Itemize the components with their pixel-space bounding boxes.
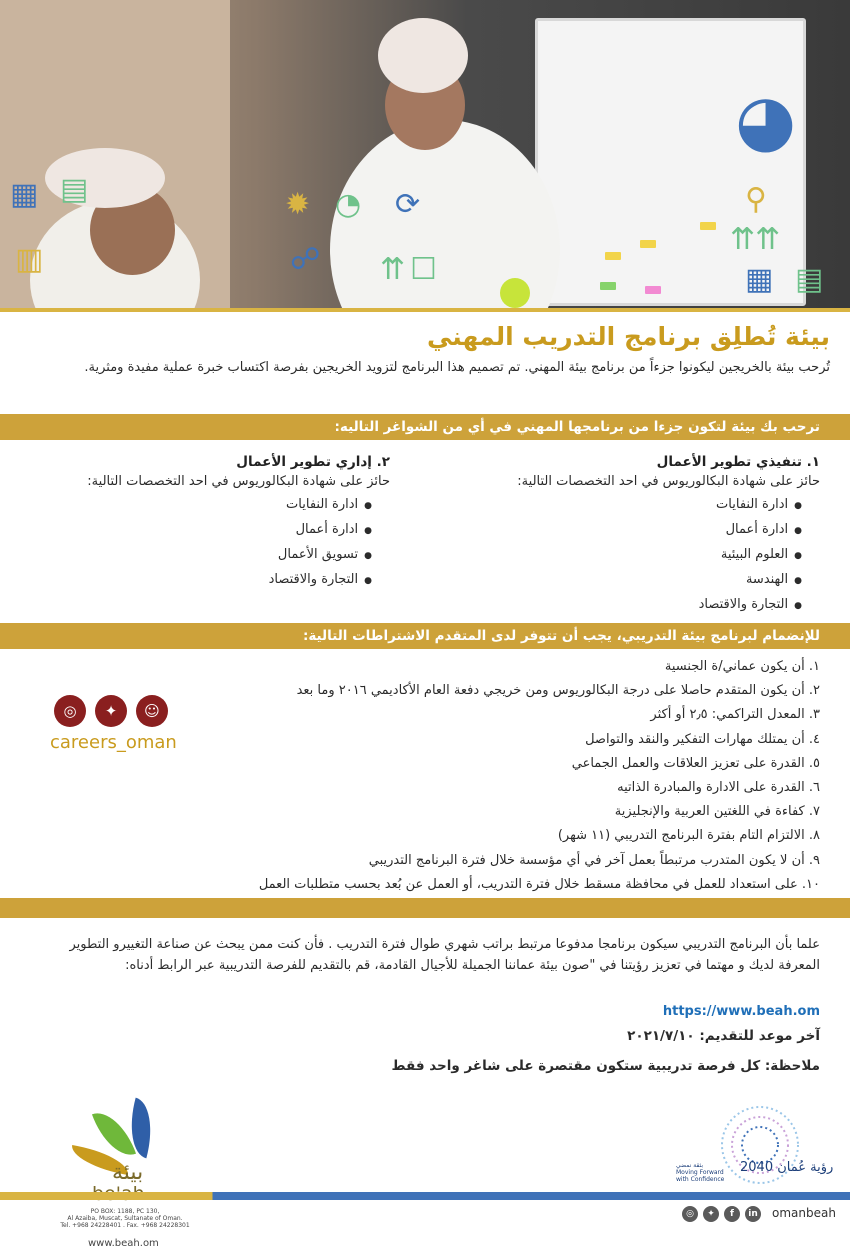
vision-title: رؤية عُمان 2040 bbox=[740, 1160, 834, 1175]
sticky-note bbox=[645, 286, 661, 294]
position-1 bbox=[440, 454, 820, 618]
sticky-note bbox=[600, 282, 616, 290]
pie-chart-icon: ◔ bbox=[335, 187, 362, 222]
list-item: ● تسويق الأعمال bbox=[5, 543, 372, 568]
position-2 bbox=[5, 454, 390, 593]
requirement-item: ١. أن يكون عماني/ة الجنسية bbox=[664, 659, 820, 674]
page-title: بيئة تُطلِق برنامج التدريب المهني bbox=[426, 322, 830, 351]
arrows-up-icon: ⇈⇈ bbox=[730, 222, 781, 257]
vision-slogan: بثقة نمضي Moving Forward with Confidence bbox=[676, 1162, 725, 1183]
position-requirement: حائز على شهادة البكالوريوس في احد التخصصات التالية: bbox=[87, 474, 390, 489]
requirement-item: ٣. المعدل التراكمي: ٢٫٥ أو أكثر bbox=[650, 707, 820, 723]
facebook-icon[interactable]: f bbox=[724, 1206, 740, 1222]
hero-divider bbox=[0, 308, 850, 312]
positions-band: ترحب بك بيئة لتكون جزءا من برنامجها المهني في أي من الشواغر التاليه: bbox=[0, 414, 850, 440]
specializations-list bbox=[440, 493, 820, 618]
requirement-item: ٧. كفاءة في اللغتين العربية والإنجليزية bbox=[614, 804, 820, 820]
list-item: ● التجارة والاقتصاد bbox=[5, 568, 372, 593]
location-pin-icon: ⚲ bbox=[745, 182, 767, 217]
list-item: ● التجارة والاقتصاد bbox=[440, 593, 802, 618]
chart-icon: ▤ bbox=[60, 172, 89, 207]
logo-arabic: بيئة bbox=[112, 1160, 144, 1185]
section-divider bbox=[0, 898, 850, 918]
address: PO BOX: 1188, PC 130, Al Azaiba, Muscat, Sultanate of Oman. Tel. +968 24228401 . Fax. +968 24228301 bbox=[60, 1208, 190, 1229]
position-requirement: حائز على شهادة البكالوريوس في احد التخصصات التالية: bbox=[517, 474, 820, 489]
growth-arrows-icon: ⇈ bbox=[380, 252, 406, 287]
team-icon: ☍ bbox=[290, 242, 321, 277]
specializations-list bbox=[5, 493, 390, 593]
note: ملاحظة: كل فرصة تدريبية ستكون مقتصرة على شاغر واحد فقط bbox=[391, 1058, 820, 1074]
position-heading: ١. تنفيذي تطوير الأعمال bbox=[656, 454, 820, 470]
twitter-icon[interactable]: ✦ bbox=[95, 695, 127, 727]
requirement-item: ١٠. على استعداد للعمل في محافظة مسقط خلال فترة التدريب، أو العمل عن بُعد بحسب متطلبات العمل bbox=[258, 876, 820, 892]
calendar-icon: ▦ bbox=[745, 262, 774, 297]
gear-icon: ✹ bbox=[285, 187, 311, 222]
requirements-list bbox=[200, 655, 820, 897]
list-item: ● الهندسة bbox=[440, 568, 802, 593]
calendar-icon: ▦ bbox=[10, 177, 39, 212]
linkedin-icon[interactable]: in bbox=[745, 1206, 761, 1222]
hero-photo bbox=[0, 0, 850, 310]
closing-text: علما بأن البرنامج التدريبي سيكون برنامجا مدفوعا مرتبط براتب شهري طوال فترة التدريب . فأن كنت ممن يبحث عن صناعة التغييرو التطوير المعرفة لديك و مهتما في تعزيز رؤيتنا في "صون بيئة عماننا الجميلة للأجيال القادمة، قم بالتقديم للفرصة التدريبية عبر الرابط أدناه: bbox=[69, 937, 820, 973]
bar-chart-icon: ▥ bbox=[15, 242, 44, 277]
sticky-note bbox=[700, 222, 716, 230]
footer-website[interactable]: www.beah.om bbox=[88, 1238, 159, 1249]
position-heading: ٢. إداري تطوير الأعمال bbox=[236, 454, 390, 470]
requirements-band: للإنضمام لبرنامج بيئة التدريبي، يجب أن تتوفر لدى المتقدم الاشتراطات التالية: bbox=[0, 623, 850, 649]
requirement-item: ٦. القدرة على الادارة والمبادرة الذاتيه bbox=[617, 780, 820, 796]
footer-social-handle[interactable]: omanbeah bbox=[772, 1206, 836, 1220]
requirement-item: ٢. أن يكون المتقدم حاصلا على درجة البكالوريوس ومن خريجي دفعة العام الأكاديمي ٢٠١٦ وما بعد bbox=[296, 683, 820, 699]
requirement-item: ٤. أن يمتلك مهارات التفكير والنقد والتواصل bbox=[585, 731, 820, 747]
requirement-item: ٨. الالتزام التام بفترة البرنامج التدريبي (١١ شهر) bbox=[557, 828, 820, 844]
twitter-icon[interactable]: ✦ bbox=[703, 1206, 719, 1222]
list-item: ● العلوم البيئية bbox=[440, 543, 802, 568]
refresh-icon: ⟳ bbox=[395, 187, 421, 222]
sticky-note bbox=[605, 252, 621, 260]
list-item: ● ادارة أعمال bbox=[440, 518, 802, 543]
list-item: ● ادارة النفايات bbox=[440, 493, 802, 518]
chat-icon: ☐ bbox=[410, 252, 437, 287]
instagram-icon[interactable]: ◎ bbox=[682, 1206, 698, 1222]
chart-icon: ▤ bbox=[795, 262, 824, 297]
intro-text: تُرحب بيئة بالخريجين ليكونوا جزءاً من برنامج بيئة المهني. تم تصميم هذا البرنامج لتزويد الخريجين بفرصة اكتساب خبرة عملية مفيدة ومثرية. bbox=[84, 360, 830, 375]
presenter-cap bbox=[378, 18, 468, 93]
requirement-item: ٥. القدرة على تعزيز العلاقات والعمل الجماعي bbox=[571, 755, 820, 771]
requirement-item: ٩. أن لا يكون المتدرب مرتبطاً بعمل آخر في أي مؤسسة خلال فترة البرنامج التدريبي bbox=[368, 852, 820, 868]
deadline: آخر موعد للتقديم: ٢٠٢١/٧/١٠ bbox=[627, 1028, 820, 1044]
footer-bar bbox=[0, 1192, 850, 1200]
social-handle[interactable]: careers_oman bbox=[50, 732, 177, 753]
donut-chart-icon: ◕ bbox=[735, 79, 797, 161]
list-item: ● ادارة النفايات bbox=[5, 493, 372, 518]
instagram-icon[interactable]: ◎ bbox=[54, 695, 86, 727]
sticky-note bbox=[640, 240, 656, 248]
stress-ball bbox=[500, 278, 530, 308]
apply-link[interactable]: https://www.beah.om bbox=[662, 1004, 820, 1019]
list-item: ● ادارة أعمال bbox=[5, 518, 372, 543]
snapchat-icon[interactable]: ☺ bbox=[136, 695, 168, 727]
